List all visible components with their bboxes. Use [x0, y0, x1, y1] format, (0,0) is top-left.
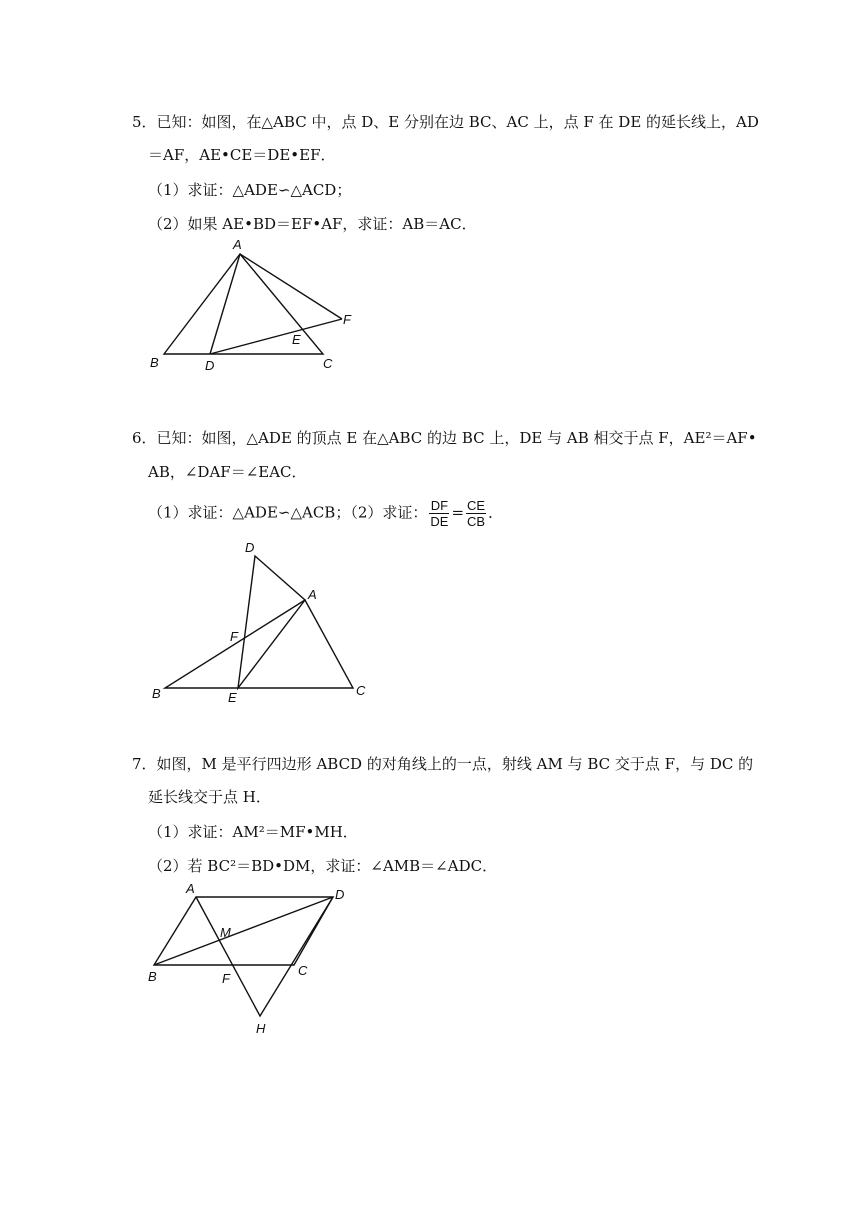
problem-6-statement-line1: 6．已知：如图，△ADE 的顶点 E 在△ABC 的边 BC 上，DE 与 AB 相交于点 F，AE²＝AF• — [132, 429, 757, 447]
ray-ah — [196, 897, 333, 1016]
problem-7-part2: （2）若 BC²＝BD•DM，求证：∠AMB＝∠ADC． — [148, 857, 498, 875]
problem-6-parts-text: （1）求证：△ADE∽△ACB；（2）求证： — [148, 503, 428, 522]
problem-7-statement-line1: 7．如图，M 是平行四边形 ABCD 的对角线上的一点，射线 AM 与 BC 交于点 F，与 DC 的 — [132, 755, 754, 773]
label-d: D — [205, 358, 215, 373]
problem-7-part1: （1）求证：AM²＝MF•MH． — [148, 823, 358, 841]
label-b: B — [150, 355, 159, 370]
problem-6-statement-line2: AB，∠DAF＝∠EAC． — [148, 463, 307, 481]
label-h: H — [256, 1021, 266, 1036]
fraction-df-denominator: DE — [430, 514, 449, 529]
label-f: F — [343, 312, 351, 327]
label-e: E — [228, 690, 237, 705]
label-d: D — [335, 887, 345, 902]
problem-5-part1: （1）求证：△ADE∽△ACD； — [148, 181, 352, 199]
label-c: C — [356, 683, 366, 698]
label-c: C — [323, 356, 333, 371]
problem-5-statement-line1: 5．已知：如图，在△ABC 中，点 D、E 分别在边 BC、AC 上，点 F 在 DE 的延长线上，AD — [132, 113, 759, 131]
label-f: F — [222, 971, 230, 986]
diagonal-bd — [154, 897, 333, 965]
label-f: F — [230, 629, 238, 644]
label-d: D — [245, 540, 255, 555]
problem-6-period: ． — [488, 503, 504, 522]
label-a: A — [186, 881, 195, 896]
equals-sign: = — [451, 503, 465, 522]
fraction-ce-denominator: CB — [467, 514, 486, 529]
problem-5-statement-line2: ＝AF，AE•CE＝DE•EF． — [148, 146, 336, 164]
label-c: C — [298, 963, 308, 978]
label-b: B — [152, 686, 161, 701]
label-a: A — [233, 237, 242, 252]
fraction-ce-numerator: CE — [467, 498, 486, 513]
label-b: B — [148, 969, 157, 984]
label-a: A — [308, 587, 317, 602]
problem-7-statement-line2: 延长线交于点 H． — [148, 788, 271, 806]
label-m: M — [220, 925, 231, 940]
problem-5-part2: （2）如果 AE•BD＝EF•AF，求证：AB＝AC． — [148, 215, 477, 233]
label-e: E — [292, 332, 301, 347]
fraction-df-numerator: DF — [430, 498, 449, 513]
